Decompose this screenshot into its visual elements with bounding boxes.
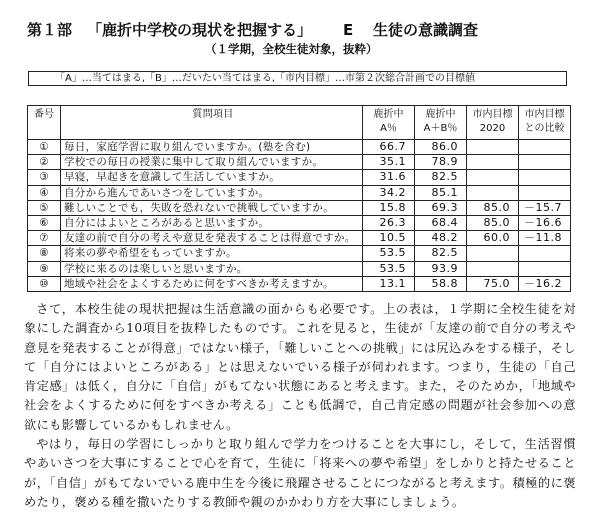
page-subtitle: （１学期，全校生徒対象，抜粋） [205,42,378,56]
row-a-pct: 15.8 [363,200,415,215]
row-diff [519,185,571,200]
row-question: 学校に来るのは楽しいと思いますか。 [61,261,363,276]
row-a-pct: 10.5 [363,231,415,246]
row-target: 85.0 [467,200,519,215]
row-diff [519,140,571,155]
legend-b: 「B」…だいたい当てはまる, [145,73,276,84]
row-diff [519,246,571,261]
header-a-pct [363,106,415,140]
row-ab-pct: 69.3 [415,200,467,215]
row-ab-pct: 78.9 [415,155,467,170]
row-target [467,246,519,261]
table-row [28,246,571,261]
row-ab-pct: 48.2 [415,231,467,246]
header-target [467,106,519,140]
section-title: 「鹿折中学校の現状を把握する」 [87,21,313,39]
row-target: 60.0 [467,231,519,246]
legend-target: 「市内目標」…市第２次総合計画での目標値 [275,73,475,84]
paragraph-1: さて，本校生徒の現状把握は生活意識の面からも必要です。上の表は，１学期に全校生徒を対象にした調査から10項目を抜粋したものです。これを見ると，生徒が「友達の前で自分の考えや意見を発表することが得意」ではない様子，「難しいことへの挑戦」には尻込みをする様子，そして「自分にはよいところがある」とは思えないでいる様子が伺われます。つまり，生徒の「自己肯定感」は低く，自分に「自信」がもてない状態にあると考えます。また，そのためか，「地域や社会をよくするために何をすべきか考える」ことも低調で，自己肯定感の問題が社会参加への意欲にも影響しているかもしれません。 [24,302,576,432]
row-diff [519,261,571,276]
row-question: 友達の前で自分の考えや意見を発表することは得意ですか。 [61,231,363,246]
row-ab-pct: 86.0 [415,140,467,155]
row-diff: －16.6 [519,215,571,230]
table-row [28,140,571,155]
part-label: 第１部 [27,21,73,39]
header-diff-line1: 市内目標 [524,109,565,120]
row-number: ⑤ [28,200,61,215]
row-number: ⑥ [28,215,61,230]
row-question: 自分にはよいところがあると思いますか。 [61,215,363,230]
row-question: 地域や社会をよくするために何をすべきか考えますか。 [61,276,363,291]
survey-table [27,105,571,292]
row-a-pct: 34.2 [363,185,415,200]
row-a-pct: 31.6 [363,170,415,185]
section-letter: E [343,21,354,39]
survey-title: 生徒の意識調査 [373,21,479,39]
row-a-pct: 66.7 [363,140,415,155]
table-row [28,155,571,170]
row-ab-pct: 93.9 [415,261,467,276]
table-row [28,185,571,200]
row-diff [519,170,571,185]
row-a-pct: 35.1 [363,155,415,170]
table-row [28,215,571,230]
row-ab-pct: 85.1 [415,185,467,200]
table-row [28,276,571,291]
header-target-line2: 2020 [479,123,506,134]
header-diff [519,106,571,140]
paragraph-2: やはり，毎日の学習にしっかりと取り組んで学力をつけることを大事にし，そして，生活習慣やあいさつを大事にすることで心を育て，生徒に「将来への夢や希望」をしかりと持たせることが，「自信」がもてないでいる鹿中生を今後に飛躍させることにつながると考えます。積極的に褒めたり，褒める種を撒いたりする教師や親のかかわり方を大事にしましょう。 [24,437,576,509]
row-number: ⑩ [28,276,61,291]
row-a-pct: 26.3 [363,215,415,230]
row-question: 将来の夢や希望をもっていますか。 [61,246,363,261]
row-ab-pct: 82.5 [415,246,467,261]
row-diff: －16.2 [519,276,571,291]
page-title [27,19,587,40]
row-target [467,261,519,276]
header-question: 質問項目 [61,106,363,140]
row-target: 75.0 [467,276,519,291]
row-diff: －15.7 [519,200,571,215]
row-number: ① [28,140,61,155]
row-diff: －11.8 [519,231,571,246]
header-a-pct-line1: 鹿折中 [373,109,404,120]
table-row [28,231,571,246]
row-ab-pct: 68.4 [415,215,467,230]
table-row [28,200,571,215]
row-question: 自分から進んであいさつをしていますか。 [61,185,363,200]
row-number: ⑦ [28,231,61,246]
row-question: 毎日，家庭学習に取り組んでいますか。(塾を含む) [61,140,363,155]
row-number: ③ [28,170,61,185]
table-header-row [28,106,571,140]
table-row [28,261,571,276]
row-ab-pct: 58.8 [415,276,467,291]
row-number: ④ [28,185,61,200]
body-text [24,300,576,512]
row-number: ② [28,155,61,170]
header-no: 番号 [28,106,61,140]
header-diff-line2: との比較 [524,123,565,134]
row-question: 難しいことでも，失敗を恐れないで挑戦していますか。 [61,200,363,215]
row-number: ⑨ [28,261,61,276]
legend-a: 「A」…当てはまる, [55,73,146,84]
row-question: 早寝，早起きを意識して生活していますか。 [61,170,363,185]
row-a-pct: 53.5 [363,246,415,261]
table-row [28,170,571,185]
row-target [467,155,519,170]
header-target-line1: 市内目標 [472,109,513,120]
row-target [467,140,519,155]
row-target [467,185,519,200]
row-target [467,170,519,185]
row-target: 85.0 [467,215,519,230]
header-a-pct-line2: A％ [380,123,397,134]
header-ab-pct-line2: A＋B％ [423,123,458,134]
row-diff [519,155,571,170]
row-a-pct: 53.5 [363,261,415,276]
row-question: 学校での毎日の授業に集中して取り組んでいますか。 [61,155,363,170]
legend-box [28,71,567,86]
row-ab-pct: 82.5 [415,170,467,185]
row-number: ⑧ [28,246,61,261]
header-ab-pct-line1: 鹿折中 [425,109,456,120]
row-a-pct: 13.1 [363,276,415,291]
header-ab-pct [415,106,467,140]
